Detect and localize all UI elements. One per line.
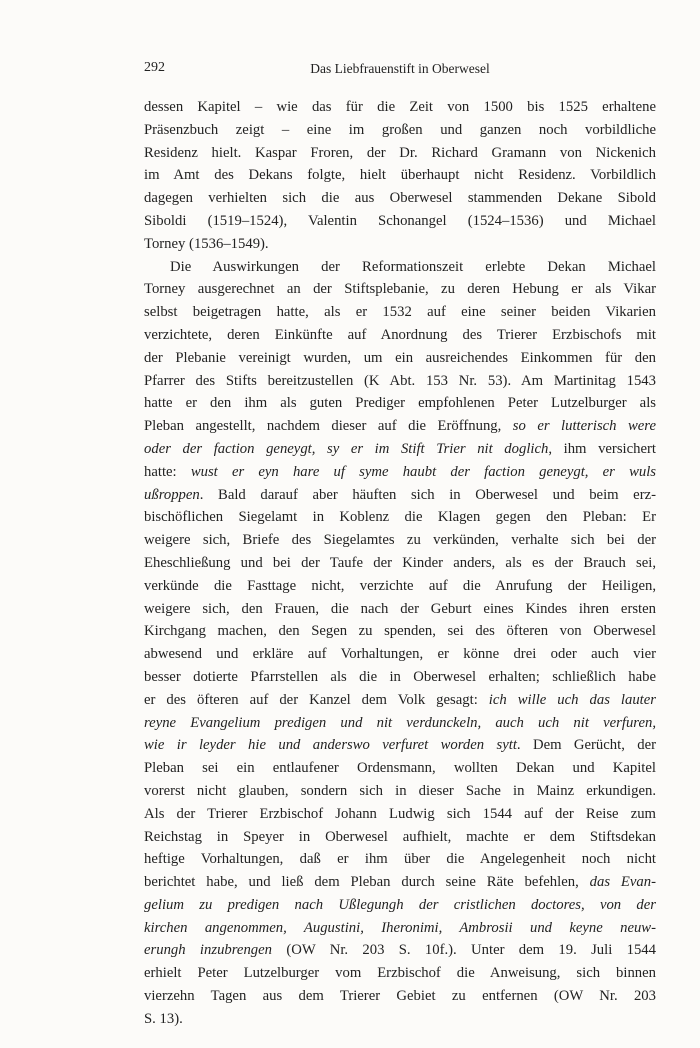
line-text: im Amt des Dekans folgte, hielt überhaupt nicht Residenz. Vorbildlich: [144, 167, 656, 184]
text-line: [144, 598, 656, 621]
line-text: verzichtete, deren Einkünfte auf Anordnung des Trierer Erzbischofs mit: [144, 326, 656, 343]
quote-text: wust er eyn hare uf syme haubt der faction geneygt, er wuls: [190, 463, 657, 480]
line-text: . Bald darauf aber häuften sich in Oberwesel und beim erz-: [199, 486, 656, 503]
text-line: [144, 1008, 656, 1031]
text-line: [144, 620, 656, 643]
text-line: [144, 324, 656, 347]
quote-text: reyne Evangelium predigen und nit verdunckeln, auch uch nit verfuren,: [144, 714, 656, 731]
line-text: weigere sich, Briefe des Siegelamtes zu verkünden, verhalte sich bei der: [144, 532, 656, 549]
text-line: [144, 438, 656, 461]
line-text: Residenz hielt. Kaspar Froren, der Dr. Richard Gramann von Nickenich: [144, 144, 656, 161]
line-text: er des öfteren auf der Kanzel dem Volk gesagt:: [144, 691, 489, 708]
line-text: Pfarrer des Stifts bereitzustellen (K Abt. 153 Nr. 53). Am Martinitag 1543: [144, 372, 656, 389]
quote-text: gelium zu predigen nach Ußlegungh der cristlichen doctores, von der: [144, 896, 656, 913]
text-line: [144, 370, 656, 393]
line-text: Pleban angestellt, nachdem dieser auf die Eröffnung,: [144, 418, 513, 435]
text-line: [144, 575, 656, 598]
text-line: [144, 278, 656, 301]
text-line: [144, 461, 656, 484]
text-line: [144, 415, 656, 438]
line-text: Kirchgang machen, den Segen zu spenden, sei des öfteren von Oberwesel: [144, 623, 656, 640]
text-line: [144, 848, 656, 871]
text-line: [144, 164, 656, 187]
line-text: abwesend und erkläre auf Vorhaltungen, er könne drei oder auch vier: [144, 646, 656, 663]
line-text: selbst beigetragen hatte, als er 1532 auf eine seiner beiden Vikarien: [144, 304, 656, 321]
text-line: [144, 780, 656, 803]
line-text: . Dem Gerücht, der: [516, 737, 657, 754]
line-text: hatte er den ihm als guten Prediger empfohlenen Peter Lutzelburger als: [144, 395, 656, 412]
line-text: S. 13).: [144, 1010, 183, 1027]
text-line: [144, 803, 656, 826]
line-text: Reichstag in Speyer in Oberwesel aufhielt, machte er dem Stiftsdekan: [144, 828, 656, 845]
text-line: [144, 529, 656, 552]
text-line: [144, 939, 656, 962]
text-line: [144, 187, 656, 210]
text-line: [144, 757, 656, 780]
text-line: [144, 917, 656, 940]
text-line: [144, 506, 656, 529]
line-text: Präsenzbuch zeigt – eine im großen und ganzen noch vorbildliche: [144, 121, 656, 138]
text-line: [144, 689, 656, 712]
text-line: [144, 826, 656, 849]
page-number: 292: [144, 60, 165, 75]
line-text: weigere sich, den Frauen, die nach der Geburt eines Kindes ihren ersten: [144, 600, 656, 617]
line-text: Siboldi (1519–1524), Valentin Schonangel (1524–1536) und Michael: [144, 212, 656, 229]
quote-text: ich wille uch das lauter: [488, 691, 656, 708]
line-text: besser dotierte Pfarrstellen als die in Oberwesel erhalten; schließlich habe: [144, 668, 656, 685]
text-line: [144, 962, 656, 985]
text-line: [144, 392, 656, 415]
text-line: [144, 985, 656, 1008]
text-line: [144, 643, 656, 666]
text-line: [144, 734, 656, 757]
line-text: der Plebanie vereinigt wurden, um ein ausreichendes Einkommen für den: [144, 349, 656, 366]
text-line: [144, 233, 656, 256]
quote-text: wie ir leyder hie und anderswo verfuret worden sytt: [144, 737, 517, 754]
line-text: dagegen verhielten sich die aus Oberwesel stammenden Dekane Sibold: [144, 190, 656, 207]
line-text: Die Auswirkungen der Reformationszeit erlebte Dekan Michael: [170, 258, 656, 275]
line-text: hatte:: [144, 463, 191, 480]
line-text: vierzehn Tagen aus dem Trierer Gebiet zu entfernen (OW Nr. 203: [144, 988, 656, 1005]
text-line: [144, 871, 656, 894]
text-line: [144, 119, 656, 142]
text-line: [144, 894, 656, 917]
line-text: erhielt Peter Lutzelburger vom Erzbischof die Anweisung, sich binnen: [144, 965, 656, 982]
text-line: [144, 484, 656, 507]
line-text: Torney (1536–1549).: [144, 235, 269, 252]
line-text: bischöflichen Siegelamt in Koblenz die Klagen gegen den Pleban: Er: [144, 509, 656, 526]
line-text: verkünde die Fasttage nicht, verzichte auf die Anrufung der Heiligen,: [144, 577, 656, 594]
line-text: heftige Vorhaltungen, daß er ihm über die Angelegenheit noch nicht: [144, 851, 656, 868]
text-line: [144, 142, 656, 165]
text-line: [144, 96, 656, 119]
text-line: [144, 301, 656, 324]
quote-text: ußroppen: [144, 486, 200, 503]
line-text: (OW Nr. 203 S. 10f.). Unter dem 19. Juli 1544: [272, 942, 656, 959]
text-line: [144, 347, 656, 370]
running-title: Das Liebfrauenstift in Oberwesel: [310, 61, 490, 76]
line-text: Eheschließung und bei der Taufe der Kinder anders, als es der Brauch sei,: [144, 554, 656, 571]
line-text: vorerst nicht glauben, sondern sich in dieser Sache in Mainz erkundigen.: [144, 782, 656, 799]
text-line: [144, 552, 656, 575]
page-header: [144, 60, 656, 82]
text-line: [144, 666, 656, 689]
quote-text: erungh inzubrengen: [144, 942, 272, 959]
line-text: Pleban sei ein entlaufener Ordensmann, wollten Dekan und Kapitel: [144, 760, 656, 777]
quote-text: oder der faction geneygt, sy er im Stift Trier nit doglich: [144, 440, 549, 457]
quote-text: das Evan-: [589, 874, 656, 891]
text-line: [144, 210, 656, 233]
line-text: Torney ausgerechnet an der Stiftsplebanie, zu deren Hebung er als Vikar: [144, 281, 656, 298]
quote-text: so er lutterisch were: [512, 418, 656, 435]
line-text: Als der Trierer Erzbischof Johann Ludwig sich 1544 auf der Reise zum: [144, 805, 656, 822]
text-line: [144, 712, 656, 735]
text-line: [144, 256, 656, 279]
quote-text: kirchen angenommen, Augustini, Iheronimi, Ambrosii und keyne neuw-: [144, 919, 656, 936]
body-text: [144, 96, 656, 1031]
line-text: dessen Kapitel – wie das für die Zeit von 1500 bis 1525 erhaltene: [144, 99, 656, 115]
line-text: berichtet habe, und ließ dem Pleban durch seine Räte befehlen,: [144, 874, 590, 891]
line-text: , ihm versichert: [548, 440, 656, 457]
